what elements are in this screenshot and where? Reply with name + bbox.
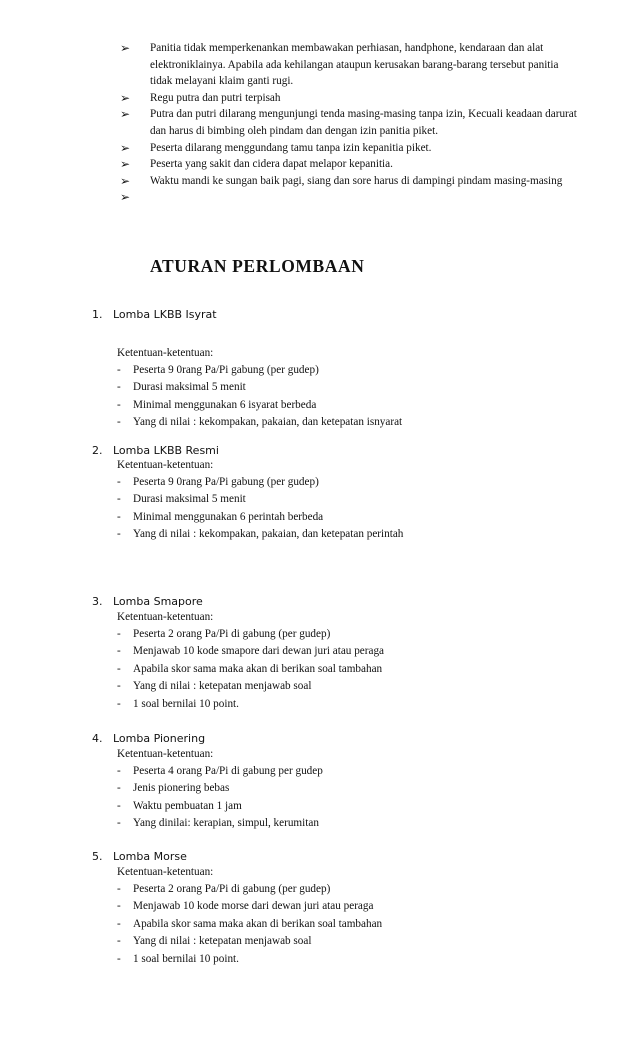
competition-rules [117,362,402,432]
arrow-bullet-icon: ➢ [120,90,131,105]
competition-rule-text: Peserta 9 0rang Pa/Pi gabung (per gudep) [133,476,319,488]
competition-rule [117,661,384,678]
competition-rule-text: Menjawab 10 kode morse dari dewan juri atau peraga [133,900,374,913]
competition-rule [117,491,403,508]
dash-bullet: - [117,493,121,506]
dash-bullet: - [117,817,121,830]
competition-rule [117,815,323,832]
competition-rule [117,362,402,379]
competition-rule-text: Minimal menggunakan 6 perintah berbeda [133,510,324,523]
rule-text: Putra dan putri dilarang mengunjungi tenda masing-masing tanpa izin, Kecuali keadaan darurat dan harus di bimbing oleh pindam dan dengan izin panitia piket. [150,108,577,137]
dash-bullet: - [117,952,121,965]
competition-rule-text: Yang di nilai : kekompakan, pakaian, dan ketepatan isnyarat [133,416,403,429]
dash-bullet: - [117,935,121,948]
competition-rule-text: Yang di nilai : ketepatan menjawab soal [133,680,312,693]
rule-item-empty [117,189,577,206]
rule-item [117,106,577,139]
rule-item [117,40,577,90]
dash-bullet: - [117,628,121,640]
competition-subtitle: Ketentuan-ketentuan: [117,459,214,471]
competition-name: Lomba LKBB Isyrat [113,308,217,321]
competition-rule [117,696,384,713]
rule-item [117,140,577,157]
dash-bullet: - [117,782,121,795]
dash-bullet: - [117,645,121,658]
competition-title [92,307,217,323]
competition-rules [117,474,403,544]
competition-number: 5. [92,850,103,863]
dash-bullet: - [117,662,121,675]
rule-text: Regu putra dan putri terpisah [150,91,281,104]
competition-name: Lomba Morse [113,850,187,863]
competition-subtitle: Ketentuan-ketentuan: [117,748,214,760]
dash-bullet: - [117,799,121,812]
camp-rules-list [117,40,577,206]
competition-title [92,849,187,865]
competition-subtitle: Ketentuan-ketentuan: [117,347,214,359]
rule-text: Panitia tidak memperkenankan membawakan perhiasan, handphone, kendaraan dan alat elektroniklainya. Apabila ada kehilangan ataupun kerusakan barang-barang tersebut panitia tidak melayani klaim ganti rugi. [150,42,559,88]
competition-rule-text: Jenis pionering bebas [133,782,230,795]
dash-bullet: - [117,416,121,429]
dash-bullet: - [117,900,121,913]
dash-bullet: - [117,381,121,394]
section-heading: ATURAN PERLOMBAAN [150,256,365,276]
dash-bullet: - [117,510,121,523]
competition-rule-text: Peserta 4 orang Pa/Pi di gabung per gudep [133,765,323,777]
competition-name: Lomba LKBB Resmi [113,444,219,457]
competition-rule [117,397,402,414]
dash-bullet: - [117,917,121,930]
competition-rule-text: Apabila skor sama maka akan di berikan soal tambahan [133,662,383,675]
competition-rule-text: Yang di nilai : ketepatan menjawab soal [133,935,312,948]
competition-rule-text: 1 soal bernilai 10 point. [133,952,239,965]
competition-rule [117,509,403,526]
competition-rule [117,379,402,396]
arrow-bullet-icon: ➢ [120,107,131,122]
competition-rule [117,474,403,491]
dash-bullet: - [117,765,121,777]
competition-rule-text: Minimal menggunakan 6 isyarat berbeda [133,398,317,411]
competition-rules [117,763,323,833]
competition-rule [117,626,384,643]
competition-name: Lomba Pionering [113,732,206,745]
competition-title [92,731,205,747]
dash-bullet: - [117,364,121,376]
competition-name: Lomba Smapore [113,595,203,608]
competition-rule [117,763,323,780]
competition-rule-text: Yang dinilai: kerapian, simpul, kerumitan [133,817,319,830]
arrow-bullet-icon: ➢ [120,140,131,155]
competition-rule [117,526,403,543]
competition-number: 4. [92,732,103,745]
competition-rule-text: Peserta 2 orang Pa/Pi di gabung (per gudep) [133,883,331,895]
competition-subtitle: Ketentuan-ketentuan: [117,611,214,623]
rule-text: Peserta dilarang menggundang tamu tanpa izin kepanitia piket. [150,141,432,154]
arrow-bullet-icon: ➢ [120,157,131,172]
competition-rule-text: Yang di nilai : kekompakan, pakaian, dan ketepatan perintah [133,528,404,541]
competition-rule-text: Durasi maksimal 5 menit [133,381,246,394]
dash-bullet: - [117,528,121,541]
arrow-bullet-icon: ➢ [120,190,131,205]
competition-number: 3. [92,595,103,608]
competition-rule-text: Menjawab 10 kode smapore dari dewan juri atau peraga [133,645,384,658]
arrow-bullet-icon: ➢ [120,173,131,188]
competition-rule [117,780,323,797]
competition-rule-text: Apabila skor sama maka akan di berikan soal tambahan [133,917,383,930]
competition-rule-text: 1 soal bernilai 10 point. [133,697,239,710]
competition-rule [117,933,382,950]
rule-item [117,156,577,173]
competition-subtitle: Ketentuan-ketentuan: [117,866,214,878]
competition-rules [117,881,382,968]
competition-rule-text: Peserta 2 orang Pa/Pi di gabung (per gudep) [133,628,331,640]
dash-bullet: - [117,680,121,693]
competition-number: 2. [92,444,103,457]
competition-title [92,594,203,610]
competition-rule [117,881,382,898]
competition-rule-text: Peserta 9 0rang Pa/Pi gabung (per gudep) [133,364,319,376]
rule-item [117,173,577,190]
rule-text: Peserta yang sakit dan cidera dapat melapor kepanitia. [150,158,393,171]
competition-rule-text: Durasi maksimal 5 menit [133,493,246,506]
competition-rule [117,414,402,431]
arrow-bullet-icon: ➢ [120,41,131,55]
competition-rule [117,951,382,968]
rule-item [117,90,577,107]
competition-rule [117,916,382,933]
competition-rule [117,643,384,660]
dash-bullet: - [117,398,121,411]
competition-rule [117,898,382,915]
competition-rules [117,626,384,713]
rule-text: Waktu mandi ke sungan baik pagi, siang dan sore harus di dampingi pindam masing-masing [150,174,563,187]
competition-rule-text: Waktu pembuatan 1 jam [133,799,242,812]
competition-rule [117,798,323,815]
dash-bullet: - [117,476,121,488]
dash-bullet: - [117,697,121,710]
competition-rule [117,678,384,695]
competition-number: 1. [92,308,103,321]
dash-bullet: - [117,883,121,895]
